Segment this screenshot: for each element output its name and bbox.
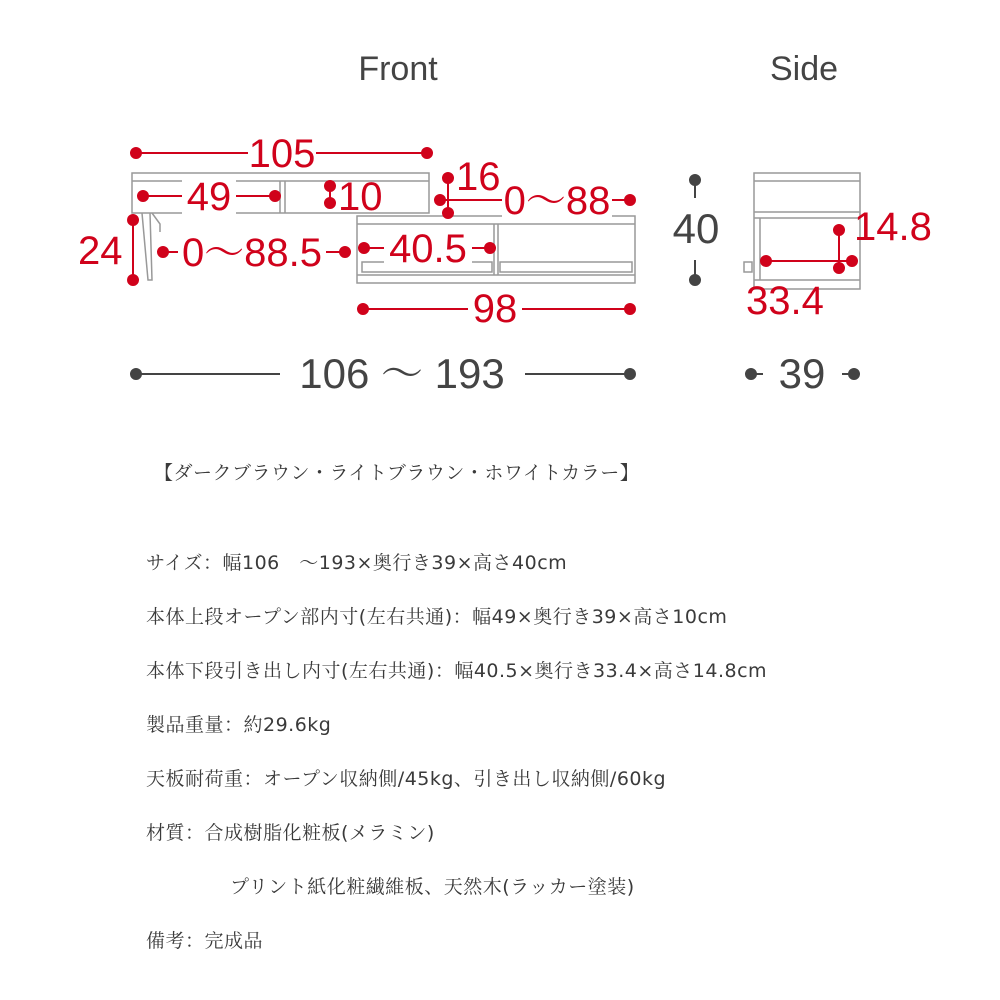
side-title: Side	[769, 50, 839, 88]
front-title: Front	[358, 50, 438, 88]
dim-top-width: 105	[248, 132, 316, 176]
spec-size: サイズ：幅106 ～193×奥行き39×高さ40cm	[146, 552, 568, 574]
dim-overall-height: 40	[672, 205, 720, 252]
color-options: 【ダークブラウン・ライトブラウン・ホワイトカラー】	[154, 462, 640, 484]
overall-dimension-lines	[131, 175, 859, 379]
spec-lower-drawer: 本体下段引き出し内寸(左右共通)：幅40.5×奥行き33.4×高さ14.8cm	[146, 660, 768, 682]
dim-step-height: 16	[456, 155, 501, 199]
dim-drawer-width: 40.5	[389, 227, 467, 271]
spec-material-continued: プリント紙化粧繊維板、天然木(ラッカー塗装)	[230, 876, 635, 898]
dimension-diagram	[0, 0, 1000, 430]
dim-leg-height: 24	[78, 229, 123, 273]
spec-upper-open: 本体上段オープン部内寸(左右共通)：幅49×奥行き39×高さ10cm	[146, 606, 728, 628]
spec-weight: 製品重量：約29.6kg	[146, 714, 332, 736]
spec-load: 天板耐荷重：オープン収納側/45kg、引き出し収納側/60kg	[146, 768, 667, 790]
dim-slide-range-front: 0～88.5	[181, 231, 323, 275]
dim-open-height: 10	[338, 175, 383, 219]
dim-overall-width: 106 ～ 193	[299, 350, 505, 397]
dim-drawer-depth: 33.4	[746, 279, 824, 323]
dim-drawer-height: 14.8	[854, 205, 932, 249]
dim-lower-width: 98	[472, 287, 518, 331]
dim-slide-range: 0～88	[503, 179, 611, 223]
dim-overall-depth: 39	[778, 350, 826, 397]
dim-open-width: 49	[186, 175, 232, 219]
spec-note: 備考：完成品	[146, 930, 264, 952]
spec-material: 材質：合成樹脂化粧板(メラミン)	[146, 822, 435, 844]
